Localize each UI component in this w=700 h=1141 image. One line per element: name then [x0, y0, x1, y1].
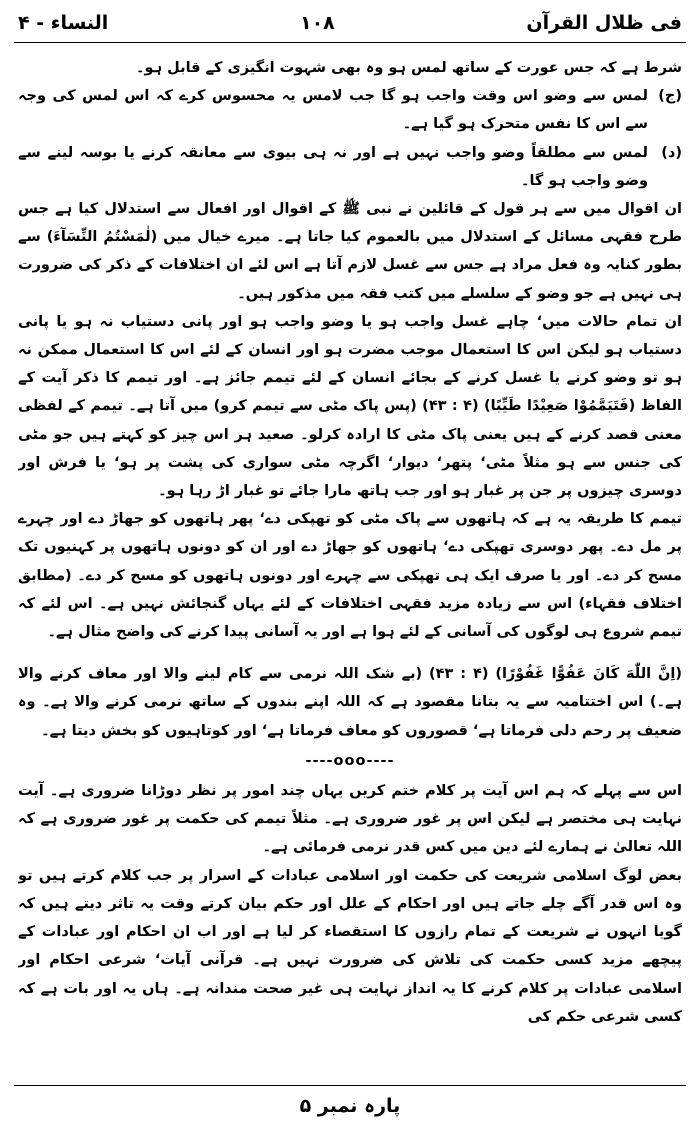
page-body	[18, 54, 682, 1079]
surah-title: النساء - ۴	[18, 12, 109, 34]
list-marker: (ج)	[658, 88, 682, 105]
list-item-daal	[18, 139, 682, 195]
book-title: فی ظلال القرآن	[526, 12, 682, 34]
page-number: ۱۰۸	[299, 12, 335, 34]
section-separator: ----ooo----	[305, 752, 395, 769]
header-divider	[14, 42, 686, 43]
footer-divider	[14, 1085, 686, 1086]
list-item-text: لمس سے وضو اس وقت واجب ہو گا جب لامس یہ محسوس کرے کہ اس لمس کی وجہ سے اس کا نفس متحرک ہو گیا ہے۔	[18, 88, 648, 133]
verse-paragraph: (اِنَّ اللّٰهَ كَانَ عَفُوًّا غَفُوْرًا) (۴ : ۴۳) (بے شک اللہ نرمی سے کام لینے والا اور معاف کرنے والا ہے۔) اس اختتامیہ سے یہ بتانا مقصود ہے کہ اللہ اپنے بندوں کے ساتھ نرمی کرنے والا ہے۔ وہ ضعیف پر رحم دلی فرماتا ہے‘ قصوروں کو معاف فرماتا ہے‘ اور کوتاہیوں کو بخش دیتا ہے۔	[18, 666, 682, 739]
paragraph: ان اقوال میں سے ہر قول کے قائلین نے نبی ﷺ کے اقوال اور افعال سے استدلال کیا ہے جس طرح فقہی مسائل کے استدلال میں بالعموم کیا جاتا ہے۔ میرے خیال میں (لٰمَسْتُمُ النِّسَآءَ) سے بطور کنایہ وہ فعل مراد ہے جس سے غسل لازم آتا ہے اس لئے ان اختلافات کے ذکر کی ضرورت ہی نہیں ہے جو وضو کے سلسلے میں کتب فقہ میں مذکور ہیں۔	[18, 201, 682, 302]
paragraph: تیمم کا طریقہ یہ ہے کہ ہاتھوں سے پاک مٹی کو تھپکی دے‘ پھر ہاتھوں کو جھاڑ دے اور چہرے پر مل دے۔ پھر دوسری تھپکی دے‘ ہاتھوں کو جھاڑ دے اور ان کو دونوں ہاتھوں پر کہنیوں تک مسح کر دے۔ اور یا صرف ایک ہی تھپکی سے چہرے اور دونوں ہاتھوں کو مسح کر دے۔ (مطابق اختلاف فقہاء) اس سے زیادہ مزید فقہی اختلافات کے لئے یہاں گنجائش نہیں ہے۔ اس لئے کہ تیمم شروع ہی لوگوں کی آسانی کے لئے ہوا ہے اور یہ آسانی پیدا کرنے کی واضح مثال ہے۔	[18, 511, 682, 641]
list-item-text: لمس سے مطلقاً وضو واجب نہیں ہے اور نہ ہی بیوی سے معانقہ کرنے یا بوسہ لینے سے وضو واجب ہو گا۔	[18, 144, 648, 189]
paragraph: اس سے پہلے کہ ہم اس آیت پر کلام ختم کریں یہاں چند امور پر نظر دوڑانا ضروری ہے۔ آیت نہایت ہی مختصر ہے لیکن اس پر غور ضروری ہے۔ مثلاً تیمم کی حکمت پر غور ضروری ہے کہ اللہ تعالیٰ نے ہمارے لئے دین میں کس قدر نرمی فرمائی ہے۔	[18, 783, 682, 856]
list-marker: (د)	[661, 144, 682, 161]
page-footer: پارہ نمبر ۵	[299, 1095, 401, 1117]
page-header	[18, 6, 682, 40]
paragraph: بعض لوگ اسلامی شریعت کی حکمت اور اسلامی عبادات کے اسرار پر جب کلام کرتے ہیں تو وہ اس قدر آگے چلے جاتے ہیں اور احکام کے علل اور حکم بیان کرتے وقت یہ تاثر دیتے ہیں کہ گویا انہوں نے شریعت کے تمام رازوں کا استقصاء کر لیا ہے اور اب ان احکام اور عبادات کے پیچھے مزید کسی حکمت کی تلاش کی ضرورت نہیں ہے۔ قرآنی آیات‘ شرعی احکام اور اسلامی عبادات پر کلام کرنے کا یہ انداز نہایت ہی غیر صحت مندانہ ہے۔ ہاں یہ اور بات ہے کہ کسی شرعی حکم کی	[18, 867, 682, 1025]
paragraph: ان تمام حالات میں‘ چاہے غسل واجب ہو یا وضو واجب ہو اور پانی دستیاب نہ ہو یا پانی دستیاب ہو لیکن اس کا استعمال موجب مضرت ہو اور انسان کے لئے اس کا استعمال ممکن نہ ہو تو وضو کرنے یا غسل کرنے کے بجائے انسان کے لئے تیمم جائز ہے۔ اور تیمم کا ذکر آیت کے الفاظ (فَتَيَمَّمُوْا صَعِيْدًا طَيِّبًا) (۴ : ۴۳) (پس پاک مٹی سے تیمم کرو) میں آتا ہے۔ تیمم کے لفظی معنی قصد کرنے کے ہیں یعنی پاک مٹی کا ارادہ کرلو۔ صعید ہر اس چیز کو کہتے ہیں جو مٹی کی جنس سے ہو مثلاً مٹی‘ پتھر‘ دیوار‘ اگرچہ مٹی سواری کی پشت پر ہو‘ یا فرش اور دوسری چیزوں پر جن پر غبار ہو اور جب ہاتھ مارا جائے تو غبار اڑ رہا ہو۔	[18, 313, 682, 500]
paragraph-gap	[18, 646, 682, 660]
list-item-jeem	[18, 82, 682, 138]
paragraph-intro: شرط ہے کہ جس عورت کے ساتھ لمس ہو وہ بھی شہوت انگیزی کے قابل ہو۔	[136, 60, 682, 76]
